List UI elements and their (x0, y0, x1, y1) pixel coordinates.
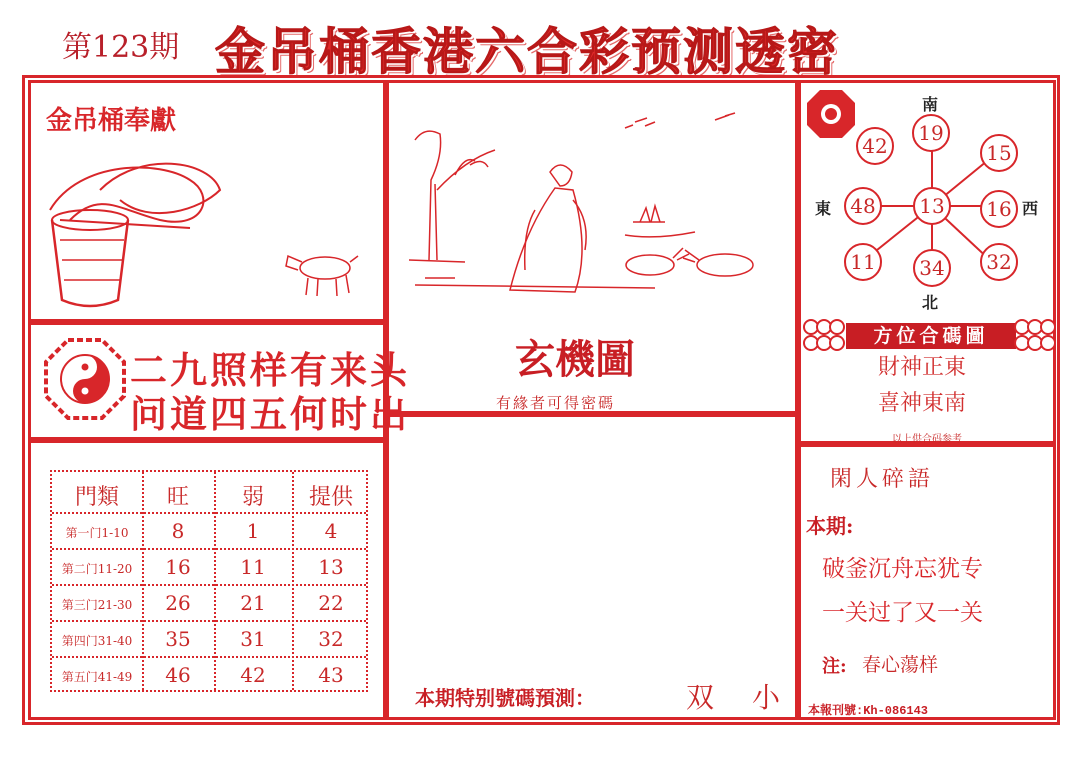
page-title: 金吊桶香港六合彩预测透密 (215, 23, 839, 81)
table-cell: 43 (318, 663, 344, 687)
this-issue-label: 本期: (806, 514, 854, 538)
compass-south: 南 (922, 95, 939, 114)
note-value: 春心蕩样 (862, 654, 939, 676)
table-divider-h (52, 620, 366, 622)
note-label: 注: (822, 656, 847, 677)
poem-line-2: 问道四五何时出 (130, 392, 410, 436)
prediction-value-2: 小 (752, 681, 781, 714)
compass-number: 32 (980, 243, 1018, 281)
idle-talk-heading: 閑人碎語 (830, 467, 935, 492)
table-cell: 21 (240, 591, 266, 615)
middle-bottom-panel (386, 414, 798, 720)
direction-banner: 方位合碼圖 (846, 323, 1016, 349)
table-cell: 1 (246, 519, 260, 543)
table-cell: 4 (324, 519, 338, 543)
yin-yang-icon (44, 338, 126, 420)
flower-ornament-left (801, 318, 847, 352)
compass-number: 16 (980, 190, 1018, 228)
publication-number: 本報刊號:Kh-086143 (808, 704, 929, 718)
mystery-picture (395, 110, 785, 310)
compass-east: 東 (815, 199, 832, 218)
table-divider-h (52, 656, 366, 658)
table-cell: 11 (240, 555, 266, 579)
table-header: 弱 (241, 485, 264, 510)
table-cell: 16 (165, 555, 191, 579)
poem-line-1: 二九照样有来头 (130, 348, 410, 392)
joy-god-direction: 喜神東南 (878, 391, 967, 416)
prediction-label: 本期特别號碼預測： (415, 686, 595, 710)
compass-center-number: 13 (913, 187, 951, 225)
compass-west: 西 (1022, 199, 1039, 218)
table-header: 提供 (308, 485, 353, 510)
table-cell: 46 (165, 663, 191, 687)
flower-ornament-right (1012, 318, 1058, 352)
table-divider-h (52, 548, 366, 550)
table-cell: 22 (318, 591, 344, 615)
table-cell: 13 (318, 555, 344, 579)
compass-number: 42 (856, 127, 894, 165)
table-cell: 31 (240, 627, 266, 651)
prediction-value-1: 双 (686, 681, 715, 714)
table-header: 旺 (166, 485, 189, 510)
picture-caption: 有緣者可得密碼 (496, 394, 616, 412)
row-label: 第三门21-30 (61, 598, 133, 612)
compass-number: 48 (844, 187, 882, 225)
table-divider-h (52, 512, 366, 514)
table-divider-h (52, 584, 366, 586)
donate-label: 金吊桶奉獻 (46, 106, 177, 136)
table-cell: 8 (171, 519, 185, 543)
compass-number: 34 (913, 249, 951, 287)
door-table (50, 470, 368, 692)
table-cell: 32 (318, 627, 344, 651)
compass-north: 北 (922, 293, 939, 312)
saying-line-2: 一关过了又一关 (822, 600, 983, 626)
row-label: 第四门31-40 (61, 634, 133, 648)
compass-number: 11 (844, 243, 882, 281)
bucket-illustration (40, 150, 380, 315)
row-label: 第一门1-10 (65, 526, 129, 540)
row-label: 第二门11-20 (61, 562, 133, 576)
picture-title: 玄機圖 (515, 336, 635, 383)
table-cell: 35 (165, 627, 191, 651)
table-header: 門類 (74, 485, 119, 510)
table-cell: 42 (240, 663, 266, 687)
compass-number: 15 (980, 134, 1018, 172)
compass-number: 19 (912, 114, 950, 152)
saying-line-1: 破釜沉舟忘犹专 (822, 556, 983, 582)
row-label: 第五门41-49 (61, 670, 133, 684)
direction-note: 以上供合码参考 (892, 434, 962, 445)
table-cell: 26 (165, 591, 191, 615)
issue-number: 第123期 (62, 30, 180, 65)
wealth-god-direction: 財神正東 (878, 355, 967, 380)
